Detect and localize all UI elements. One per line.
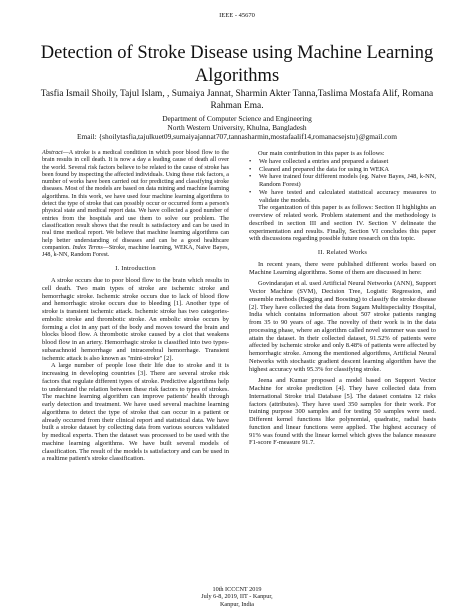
author-list: Tasfia Ismail Shoily, Tajul Islam, , Sumaiya Jannat, Sharmin Akter Tanna,Taslima Mostafa Alif, Romana Rahman Ema. <box>40 89 434 111</box>
list-item: • We have collected a entries and prepared a dataset <box>249 157 389 165</box>
conference-dates: July 6-8, 2019, IIT - Kanpur, <box>201 593 273 601</box>
right-column <box>249 150 436 447</box>
conference-location: Kanpur, India <box>219 600 255 608</box>
related-works-paragraph-1: In recent years, there were published different works based on Machine Learning algorithms. Some of them are discussed in here: <box>249 260 436 276</box>
abstract-label: Abstract <box>42 150 63 156</box>
bullet-icon: • <box>249 173 252 181</box>
abstract-text: —A stroke is a medical condition in which poor blood flow to the brain results in cell death. It is now a day a leading cause of death all over the world. Several risk factors believe to be related to the cause of stroke has been found by inspecting the affected individuals. Using these risk factors, a number of works have been carried out for predicting and classifying stroke diseases. Most of the models are based on data mining and machine learning algorithms. In this work, we have used four machine learning algorithms to detect the type of stroke that can possibly occur or occurred form a person's physical state and medical report data. We have collected a good number of entries from the hospitals and use them to solve our problem. The classification result shows that the result is satisfactory and can be used in real time medical report. We believe that machine learning algorithms can help better understanding of diseases and can be a good healthcare companion. <box>42 150 229 251</box>
organization-paragraph: The organization of this paper is as follows: Section II highlights an overview of related work. Problem statement and the methodology is described in section III and section IV. Section V delineate the experimentation and results. Finally, Section VI concludes this paper with discussions regarding possible future research on this topic. <box>249 204 436 243</box>
email: Email: {shoilytasfia,tajulkuet09,sumaiyajannat707,tannasharmin,mostafaalif14,romanacsejstu}@gmail.com <box>77 132 397 142</box>
index-terms: —Stroke, machine learning, WEKA, Naive Bayes, J48, k-NN, Random Forest. <box>42 244 230 259</box>
conference-name: 10th ICCCNT 2019 <box>212 586 262 593</box>
list-item: • Cleaned and prepared the data for using in WEKA <box>249 165 390 173</box>
bullet-icon: • <box>249 157 252 165</box>
intro-paragraph-2: A large number of people lose their life due to stroke and it is increasing in developing countries [3]. There are several stroke risk factors that regulate different types of stroke. Predictive algorithms help to understand the relation between these risk factors to types of strokes. The machine learning algorithm can improve patients' health through early detection and treatment. We have used several machine learning algorithms to detect the type of stroke that can occur in a patient or already occurred from their clinical report and statistical data. We have built a stroke dataset by collecting data from various sources validated by medical experts. Then the dataset was processed to be used with the machine learning algorithms. We have built several models of classification. The result of the models is satisfactory and can be used in a realtime patient's stroke classification. <box>42 362 229 463</box>
intro-paragraph-1: A stroke occurs due to poor blood flow to the brain which results in cell death. Two main types of stroke are ischemic stroke and hemorrhagic stroke. Ischemic stroke occurs due to lack of blood flow and hemorrhagic stroke occurs due to bleeding [1]. Another type of stroke is transient ischemic attack. Ischemic stroke has two categories- embolic stroke and thrombotic stroke. An embolic stroke occurs by forming a clot in any part of the body and moves toward the brain and blocks blood flow. A thrombotic stroke caused by a clot that weakens blood flow in an artery. Hemorrhagic stroke is classified into two types- subarachnoid hemorrhage and intracerebral hemorrhage. Transient ischemic attack is also known as "mini-stroke" [2]. <box>42 277 229 362</box>
conference-footer <box>0 586 474 608</box>
related-works-paragraph-3: Jeena and Kumar proposed a model based on Support Vector Machine for stroke prediction [4]. They have collected data from International Stroke trial Database [5]. The dataset contains 12 risks factors (attributes). They have used 350 samples for their work. For training purpose 300 samples and for testing 50 samples were used. Different kernel functions like polynomial, quadratic, radial basis function and linear functions were applied. The highest accuracy of 91% was found with the linear kernel which gives the balance measure F1-score F-measure 91.7. <box>249 377 436 447</box>
index-terms-label: Index Terms <box>72 244 103 251</box>
list-item: • We have trained four different models (eg. Naive Bayes, J48, k-NN, Random Forest) <box>249 173 436 188</box>
affiliation <box>20 114 454 142</box>
related-works-paragraph-2: Govindarajan et al. used Artificial Neural Networks (ANN), Support Vector Machine (SVM), Decision Tree, Logistic Regression, and ensemble methods (Bagging and Boosting) to classify the stroke disease [2]. They have collected the data from Sugam Multispeciality Hospital, India which contains information about 507 stroke patients ranging from 35 to 90 years of age. The novelty of their work is in the data processing phase, where an algorithm called novel stemmer was used to attain the dataset. In their collected dataset, 91.52% of patients were affected by ischemic stroke and only 8.48% of patients were affected by hemorrhagic stroke. Among the mentioned algorithms, Artificial Neural Networks with stochastic gradient descent learning algorithm have the highest accuracy with 95.3% for classifying stroke. <box>249 280 436 373</box>
university: North Western University, Khulna, Bangladesh <box>167 123 307 133</box>
contribution-intro: Our main contribution in this paper is as follows: <box>258 150 385 157</box>
contribution-list <box>249 158 436 205</box>
abstract <box>42 150 229 259</box>
left-column <box>42 150 229 463</box>
ieee-code: IEEE - 45670 <box>219 12 255 19</box>
department: Department of Computer Science and Engineering <box>162 114 312 123</box>
paper-title: Detection of Stroke Disease using Machine Learning Algorithms <box>40 43 434 86</box>
bullet-icon: • <box>249 165 252 173</box>
section-heading-introduction: I. Introduction <box>115 265 156 273</box>
section-heading-related-works: II. Related Works <box>317 249 368 256</box>
bullet-icon: • <box>249 188 252 196</box>
list-item: • We have tested and calculated statistical accuracy measures to validate the models. <box>249 188 436 204</box>
